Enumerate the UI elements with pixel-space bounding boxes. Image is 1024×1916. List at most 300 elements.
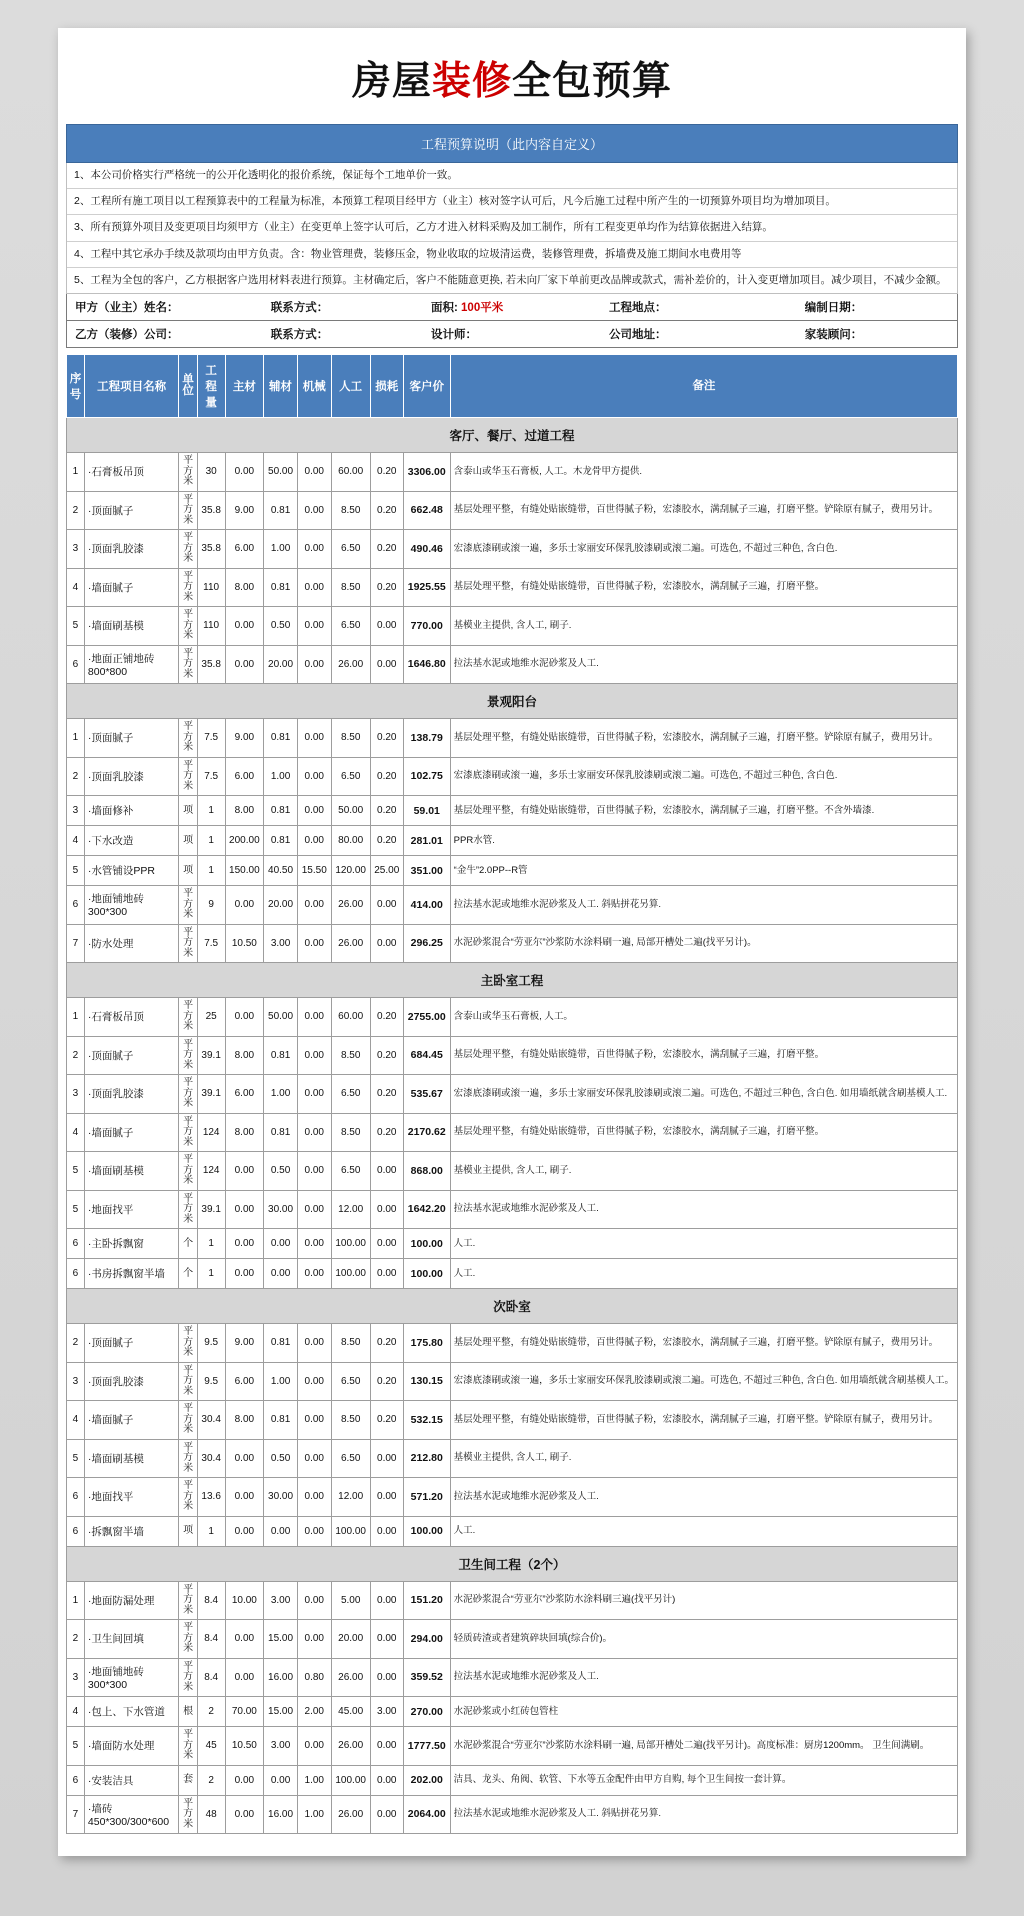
row-main-material: 0.00 [225, 1259, 264, 1289]
row-machinery: 0.00 [297, 1113, 331, 1152]
row-no: 5 [67, 1727, 85, 1766]
row-machinery: 0.00 [297, 1152, 331, 1191]
row-labor: 8.50 [331, 491, 370, 530]
row-aux-material: 0.50 [264, 1439, 298, 1478]
row-aux-material: 0.50 [264, 1152, 298, 1191]
company-contact-label[interactable]: 联系方式： [270, 329, 329, 342]
row-loss: 0.20 [370, 1036, 403, 1075]
table-head [67, 355, 958, 418]
row-item-name: ·水管铺设PPR [84, 856, 179, 886]
row-no: 3 [67, 530, 85, 569]
table-row[interactable] [67, 1401, 958, 1440]
table-row[interactable] [67, 719, 958, 758]
row-remark: 基模业主提供, 含人工, 刷子. [450, 1152, 957, 1191]
table-row[interactable] [67, 568, 958, 607]
row-labor: 6.50 [331, 1152, 370, 1191]
row-quantity: 9 [197, 886, 225, 925]
row-labor: 26.00 [331, 1727, 370, 1766]
site-label[interactable]: 工程地点： [608, 302, 667, 315]
row-remark: 基层处理平整，有缝处贴嵌缝带，百世得腻子粉，宏漆胶水，满刮腻子三遍，打磨平整。铲除原有腻子，费用另计。 [450, 1324, 957, 1363]
col-header-remark[interactable]: 备注 [450, 355, 957, 418]
row-aux-material: 30.00 [264, 1190, 298, 1229]
row-unit: 平方 米 [179, 1190, 197, 1229]
col-header-qty[interactable]: 工程量 [197, 355, 225, 418]
row-loss: 0.00 [370, 886, 403, 925]
row-machinery: 0.00 [297, 1581, 331, 1620]
table-row[interactable] [67, 1581, 958, 1620]
row-labor: 26.00 [331, 1658, 370, 1697]
table-row[interactable] [67, 1190, 958, 1229]
row-quantity: 1 [197, 1229, 225, 1259]
row-remark: 水泥砂浆混合“劳亚尔”沙浆防水涂料刷一遍, 局部开槽处二遍(找平另计)。 [450, 924, 957, 963]
row-quantity: 8.4 [197, 1658, 225, 1697]
row-aux-material: 20.00 [264, 886, 298, 925]
row-main-material: 0.00 [225, 998, 264, 1037]
table-row[interactable] [67, 1727, 958, 1766]
row-quantity: 1 [197, 796, 225, 826]
row-main-material: 0.00 [225, 1658, 264, 1697]
row-no: 3 [67, 1075, 85, 1114]
table-row[interactable] [67, 1229, 958, 1259]
row-main-material: 0.00 [225, 1439, 264, 1478]
col-header-labor[interactable]: 人工 [331, 355, 370, 418]
table-row[interactable] [67, 1516, 958, 1546]
row-quantity: 39.1 [197, 1190, 225, 1229]
row-quantity: 25 [197, 998, 225, 1037]
row-aux-material: 0.81 [264, 826, 298, 856]
row-loss: 0.00 [370, 645, 403, 684]
row-customer-price: 662.48 [403, 491, 450, 530]
row-remark: 含泰山或华玉石膏板, 人工。 [450, 998, 957, 1037]
row-labor: 6.50 [331, 1439, 370, 1478]
row-main-material: 150.00 [225, 856, 264, 886]
row-remark: 拉法基水泥或地维水泥砂浆及人工. [450, 1658, 957, 1697]
row-loss: 0.20 [370, 1113, 403, 1152]
row-unit: 平方 米 [179, 1113, 197, 1152]
row-machinery: 1.00 [297, 1795, 331, 1834]
col-header-aux[interactable]: 辅材 [264, 355, 298, 418]
row-aux-material: 0.81 [264, 719, 298, 758]
row-remark: PPR水管. [450, 826, 957, 856]
company-label[interactable]: 乙方（装修）公司： [75, 329, 179, 342]
row-unit: 项 [179, 856, 197, 886]
note-list [66, 163, 958, 294]
row-item-name: ·包上、下水管道 [84, 1697, 179, 1727]
row-item-name: ·顶面乳胶漆 [84, 530, 179, 569]
owner-contact-label[interactable]: 联系方式： [270, 302, 329, 315]
row-main-material: 0.00 [225, 1152, 264, 1191]
budget-sheet [58, 28, 966, 1856]
row-item-name: ·顶面腻子 [84, 1036, 179, 1075]
row-quantity: 39.1 [197, 1036, 225, 1075]
row-main-material: 9.00 [225, 491, 264, 530]
row-quantity: 2 [197, 1697, 225, 1727]
row-remark: 人工. [450, 1259, 957, 1289]
row-customer-price: 1925.55 [403, 568, 450, 607]
row-main-material: 10.50 [225, 1727, 264, 1766]
row-aux-material: 1.00 [264, 757, 298, 796]
row-unit: 平方 米 [179, 1439, 197, 1478]
section-header-row [67, 963, 958, 998]
row-customer-price: 414.00 [403, 886, 450, 925]
row-unit: 平方 米 [179, 1620, 197, 1659]
row-main-material: 6.00 [225, 530, 264, 569]
row-main-material: 0.00 [225, 1795, 264, 1834]
row-no: 4 [67, 1113, 85, 1152]
row-main-material: 200.00 [225, 826, 264, 856]
date-label[interactable]: 编制日期： [804, 302, 863, 315]
row-unit: 平方 米 [179, 1036, 197, 1075]
row-labor: 20.00 [331, 1620, 370, 1659]
advisor-label[interactable]: 家装顾问： [804, 329, 863, 342]
table-row[interactable] [67, 453, 958, 492]
table-row[interactable] [67, 491, 958, 530]
row-quantity: 2 [197, 1765, 225, 1795]
row-labor: 12.00 [331, 1478, 370, 1517]
row-no: 2 [67, 1036, 85, 1075]
row-quantity: 8.4 [197, 1581, 225, 1620]
row-machinery: 0.00 [297, 1362, 331, 1401]
area-field [423, 294, 601, 320]
col-header-item[interactable]: 工程项目名称 [84, 355, 179, 418]
row-loss: 0.00 [370, 1259, 403, 1289]
row-remark: 人工. [450, 1229, 957, 1259]
row-customer-price: 359.52 [403, 1658, 450, 1697]
row-machinery: 0.00 [297, 1259, 331, 1289]
row-quantity: 110 [197, 607, 225, 646]
row-unit: 项 [179, 1516, 197, 1546]
row-unit: 平方 米 [179, 453, 197, 492]
row-quantity: 35.8 [197, 491, 225, 530]
row-machinery: 1.00 [297, 1765, 331, 1795]
row-customer-price: 212.80 [403, 1439, 450, 1478]
row-machinery: 0.00 [297, 998, 331, 1037]
row-customer-price: 2064.00 [403, 1795, 450, 1834]
row-unit: 套 [179, 1765, 197, 1795]
row-labor: 26.00 [331, 886, 370, 925]
row-remark: 拉法基水泥或地维水泥砂浆及人工. [450, 645, 957, 684]
row-machinery: 0.00 [297, 530, 331, 569]
row-quantity: 9.5 [197, 1324, 225, 1363]
row-main-material: 0.00 [225, 1620, 264, 1659]
row-no: 4 [67, 826, 85, 856]
row-machinery: 0.00 [297, 1620, 331, 1659]
row-aux-material: 0.00 [264, 1765, 298, 1795]
row-no: 2 [67, 1324, 85, 1363]
row-labor: 6.50 [331, 530, 370, 569]
section-title: 景观阳台 [67, 684, 958, 719]
row-no: 6 [67, 1478, 85, 1517]
row-labor: 8.50 [331, 568, 370, 607]
row-loss: 0.00 [370, 1478, 403, 1517]
table-row[interactable] [67, 645, 958, 684]
row-remark: 宏漆底漆刷或滚一遍，多乐士家丽安环保乳胶漆刷或滚二遍。可选色, 不超过三种色, 含白色. [450, 530, 957, 569]
table-row[interactable] [67, 886, 958, 925]
row-main-material: 9.00 [225, 1324, 264, 1363]
row-remark: 基模业主提供, 含人工, 刷子. [450, 1439, 957, 1478]
row-item-name: ·地面找平 [84, 1190, 179, 1229]
row-loss: 0.20 [370, 1362, 403, 1401]
row-no: 4 [67, 568, 85, 607]
col-header-no[interactable]: 序号 [67, 355, 85, 418]
table-row[interactable] [67, 796, 958, 826]
note-item: 4、工程中其它承办手续及款项均由甲方负责。含：物业管理费，装修压金，物业收取的垃圾清运费，装修管理费，拆墙费及施工期间水电费用等 [67, 242, 957, 268]
table-row[interactable] [67, 1620, 958, 1659]
row-loss: 0.20 [370, 530, 403, 569]
row-remark: 水泥砂浆混合“劳亚尔”沙浆防水涂料刷一遍, 局部开槽处二遍(找平另计)。高度标准：厨房1200mm。 卫生间满刷。 [450, 1727, 957, 1766]
row-loss: 3.00 [370, 1697, 403, 1727]
row-no: 3 [67, 1362, 85, 1401]
row-machinery: 0.00 [297, 826, 331, 856]
row-remark: 基层处理平整，有缝处贴嵌缝带，百世得腻子粉，宏漆胶水，满刮腻子三遍，打磨平整。 [450, 1036, 957, 1075]
row-unit: 平方 米 [179, 568, 197, 607]
row-no: 2 [67, 1620, 85, 1659]
row-aux-material: 16.00 [264, 1795, 298, 1834]
row-aux-material: 3.00 [264, 1581, 298, 1620]
row-machinery: 0.00 [297, 607, 331, 646]
row-main-material: 0.00 [225, 607, 264, 646]
row-labor: 60.00 [331, 998, 370, 1037]
area-label: 面积: [430, 302, 458, 315]
row-machinery: 15.50 [297, 856, 331, 886]
table-row[interactable] [67, 1362, 958, 1401]
row-machinery: 0.00 [297, 757, 331, 796]
row-machinery: 0.00 [297, 796, 331, 826]
table-row[interactable] [67, 1324, 958, 1363]
table-row[interactable] [67, 530, 958, 569]
row-customer-price: 3306.00 [403, 453, 450, 492]
sheet-bottom-spacer [58, 1834, 966, 1856]
table-row[interactable] [67, 1795, 958, 1834]
row-loss: 0.00 [370, 1727, 403, 1766]
row-customer-price: 281.01 [403, 826, 450, 856]
table-row[interactable] [67, 1259, 958, 1289]
row-labor: 8.50 [331, 1036, 370, 1075]
row-labor: 26.00 [331, 645, 370, 684]
row-labor: 26.00 [331, 1795, 370, 1834]
row-aux-material: 3.00 [264, 924, 298, 963]
table-row[interactable] [67, 856, 958, 886]
table-row[interactable] [67, 1658, 958, 1697]
row-item-name: ·墙面腻子 [84, 1401, 179, 1440]
row-aux-material: 1.00 [264, 530, 298, 569]
row-machinery: 0.00 [297, 1401, 331, 1440]
row-no: 4 [67, 1401, 85, 1440]
row-machinery: 0.00 [297, 491, 331, 530]
row-machinery: 0.00 [297, 1324, 331, 1363]
row-item-name: ·顶面腻子 [84, 491, 179, 530]
row-labor: 6.50 [331, 757, 370, 796]
company-address-label[interactable]: 公司地址： [608, 329, 667, 342]
section-header-row [67, 1546, 958, 1581]
table-row[interactable] [67, 757, 958, 796]
row-aux-material: 0.81 [264, 1113, 298, 1152]
row-machinery: 0.00 [297, 1516, 331, 1546]
area-value[interactable]: 100平米 [461, 302, 504, 315]
row-remark: 基层处理平整，有缝处贴嵌缝带，百世得腻子粉，宏漆胶水，满刮腻子三遍，打磨平整。不含外墙漆. [450, 796, 957, 826]
table-row[interactable] [67, 1036, 958, 1075]
title-highlight: 装修 [431, 60, 512, 103]
row-quantity: 8.4 [197, 1620, 225, 1659]
row-main-material: 0.00 [225, 1478, 264, 1517]
row-loss: 0.00 [370, 1795, 403, 1834]
table-body [67, 418, 958, 1834]
col-header-loss[interactable]: 损耗 [370, 355, 403, 418]
row-quantity: 30.4 [197, 1439, 225, 1478]
table-row[interactable] [67, 826, 958, 856]
row-customer-price: 351.00 [403, 856, 450, 886]
row-customer-price: 490.46 [403, 530, 450, 569]
section-header-row [67, 418, 958, 453]
row-customer-price: 100.00 [403, 1229, 450, 1259]
row-main-material: 8.00 [225, 1401, 264, 1440]
row-main-material: 8.00 [225, 796, 264, 826]
row-unit: 平方 米 [179, 924, 197, 963]
row-unit: 个 [179, 1259, 197, 1289]
row-aux-material: 16.00 [264, 1658, 298, 1697]
row-loss: 0.20 [370, 826, 403, 856]
table-row[interactable] [67, 1765, 958, 1795]
table-row[interactable] [67, 1478, 958, 1517]
row-no: 7 [67, 924, 85, 963]
row-labor: 6.50 [331, 1362, 370, 1401]
row-remark: 基层处理平整，有缝处贴嵌缝带，百世得腻子粉，宏漆胶水，满刮腻子三遍，打磨平整。铲除原有腻子，费用另计。 [450, 491, 957, 530]
row-item-name: ·地面防漏处理 [84, 1581, 179, 1620]
row-customer-price: 1646.80 [403, 645, 450, 684]
row-unit: 平方 米 [179, 1795, 197, 1834]
row-unit: 项 [179, 796, 197, 826]
row-customer-price: 535.67 [403, 1075, 450, 1114]
row-remark: 水泥砂浆或小红砖包管柱 [450, 1697, 957, 1727]
row-item-name: ·墙面刷基模 [84, 607, 179, 646]
col-header-unit[interactable]: 单位 [179, 355, 197, 418]
note-item: 5、工程为全包的客户，乙方根据客户选用材料表进行预算。主材确定后，客户不能随意更换, 若未向厂家下单前更改品牌或款式，需补差价的，计入变更增加项目。减少项目，不减少金额。 [74, 273, 947, 286]
row-item-name: ·安装洁具 [84, 1765, 179, 1795]
row-labor: 12.00 [331, 1190, 370, 1229]
table-row[interactable] [67, 1439, 958, 1478]
row-aux-material: 0.00 [264, 1259, 298, 1289]
row-item-name: ·地面正铺地砖800*800 [84, 645, 179, 684]
row-unit: 平方 米 [179, 607, 197, 646]
row-item-name: ·石膏板吊顶 [84, 998, 179, 1037]
row-labor: 100.00 [331, 1765, 370, 1795]
row-machinery: 0.00 [297, 1036, 331, 1075]
table-row[interactable] [67, 924, 958, 963]
row-customer-price: 102.75 [403, 757, 450, 796]
col-header-mach[interactable]: 机械 [297, 355, 331, 418]
row-loss: 0.20 [370, 796, 403, 826]
row-labor: 120.00 [331, 856, 370, 886]
row-main-material: 0.00 [225, 645, 264, 684]
row-loss: 0.00 [370, 607, 403, 646]
row-no: 3 [67, 1658, 85, 1697]
row-main-material: 0.00 [225, 886, 264, 925]
row-remark: 含泰山或华玉石膏板, 人工。木龙骨甲方提供. [450, 453, 957, 492]
col-header-main[interactable]: 主材 [225, 355, 264, 418]
col-header-price[interactable]: 客户价 [403, 355, 450, 418]
row-loss: 0.20 [370, 998, 403, 1037]
row-no: 7 [67, 1795, 85, 1834]
row-no: 1 [67, 998, 85, 1037]
row-aux-material: 15.00 [264, 1620, 298, 1659]
row-unit: 平方 米 [179, 719, 197, 758]
row-loss: 0.20 [370, 453, 403, 492]
row-quantity: 1 [197, 856, 225, 886]
row-loss: 0.00 [370, 1581, 403, 1620]
row-no: 5 [67, 1190, 85, 1229]
row-labor: 26.00 [331, 924, 370, 963]
table-row[interactable] [67, 1152, 958, 1191]
row-aux-material: 15.00 [264, 1697, 298, 1727]
table-row[interactable] [67, 1075, 958, 1114]
row-quantity: 110 [197, 568, 225, 607]
row-customer-price: 868.00 [403, 1152, 450, 1191]
table-row[interactable] [67, 607, 958, 646]
page-title [58, 28, 966, 124]
row-main-material: 70.00 [225, 1697, 264, 1727]
row-unit: 根 [179, 1697, 197, 1727]
row-item-name: ·墙面腻子 [84, 568, 179, 607]
row-remark: 水泥砂浆混合“劳亚尔”沙浆防水涂料刷三遍(找平另计) [450, 1581, 957, 1620]
table-row[interactable] [67, 1697, 958, 1727]
row-unit: 平方 米 [179, 757, 197, 796]
row-unit: 平方 米 [179, 1478, 197, 1517]
row-quantity: 124 [197, 1152, 225, 1191]
row-no: 5 [67, 607, 85, 646]
table-row[interactable] [67, 998, 958, 1037]
row-item-name: ·墙砖 450*300/300*600 [84, 1795, 179, 1834]
row-unit: 平方 米 [179, 1401, 197, 1440]
row-quantity: 30.4 [197, 1401, 225, 1440]
row-item-name: ·地面找平 [84, 1478, 179, 1517]
note-item: 3、所有预算外项目及变更项目均须甲方（业主）在变更单上签字认可后，乙方才进入材料采购及加工制作，所有工程变更单均作为结算依据进入结算。 [67, 215, 957, 241]
row-item-name: ·墙面腻子 [84, 1113, 179, 1152]
row-machinery: 0.00 [297, 645, 331, 684]
row-quantity: 35.8 [197, 645, 225, 684]
header-row [67, 355, 958, 418]
title-part2: 全包预算 [512, 60, 673, 103]
row-customer-price: 1642.20 [403, 1190, 450, 1229]
note-item: 2、工程所有施工项目以工程预算表中的工程量为标准，本预算工程项目经甲方（业主）核对签字认可后，凡今后施工过程中所产生的一切预算外项目均为增加项目。 [67, 189, 957, 215]
row-loss: 0.00 [370, 1152, 403, 1191]
row-main-material: 6.00 [225, 757, 264, 796]
row-aux-material: 1.00 [264, 1075, 298, 1114]
designer-label[interactable]: 设计师： [430, 329, 477, 342]
owner-name-label[interactable]: 甲方（业主）姓名： [75, 302, 179, 315]
row-remark: “金牛”2.0PP--R管 [450, 856, 957, 886]
row-customer-price: 100.00 [403, 1259, 450, 1289]
table-row[interactable] [67, 1113, 958, 1152]
row-aux-material: 20.00 [264, 645, 298, 684]
row-remark: 洁具、龙头、角阀、软管、下水等五金配件由甲方自购, 每个卫生间按一套计算。 [450, 1765, 957, 1795]
party-row-a [67, 294, 957, 321]
row-item-name: ·地面铺地砖300*300 [84, 886, 179, 925]
row-remark: 基层处理平整，有缝处贴嵌缝带，百世得腻子粉，宏漆胶水，满刮腻子三遍，打磨平整。铲除原有腻子，费用另计。 [450, 1401, 957, 1440]
row-loss: 0.20 [370, 491, 403, 530]
row-unit: 平方 米 [179, 530, 197, 569]
row-customer-price: 130.15 [403, 1362, 450, 1401]
row-unit: 平方 米 [179, 1075, 197, 1114]
row-no: 2 [67, 757, 85, 796]
row-labor: 8.50 [331, 1113, 370, 1152]
row-remark: 拉法基水泥或地维水泥砂浆及人工. 斜贴拼花另算. [450, 1795, 957, 1834]
row-quantity: 1 [197, 826, 225, 856]
row-no: 6 [67, 1259, 85, 1289]
row-aux-material: 50.00 [264, 453, 298, 492]
row-no: 6 [67, 1229, 85, 1259]
row-machinery: 0.00 [297, 719, 331, 758]
row-aux-material: 50.00 [264, 998, 298, 1037]
